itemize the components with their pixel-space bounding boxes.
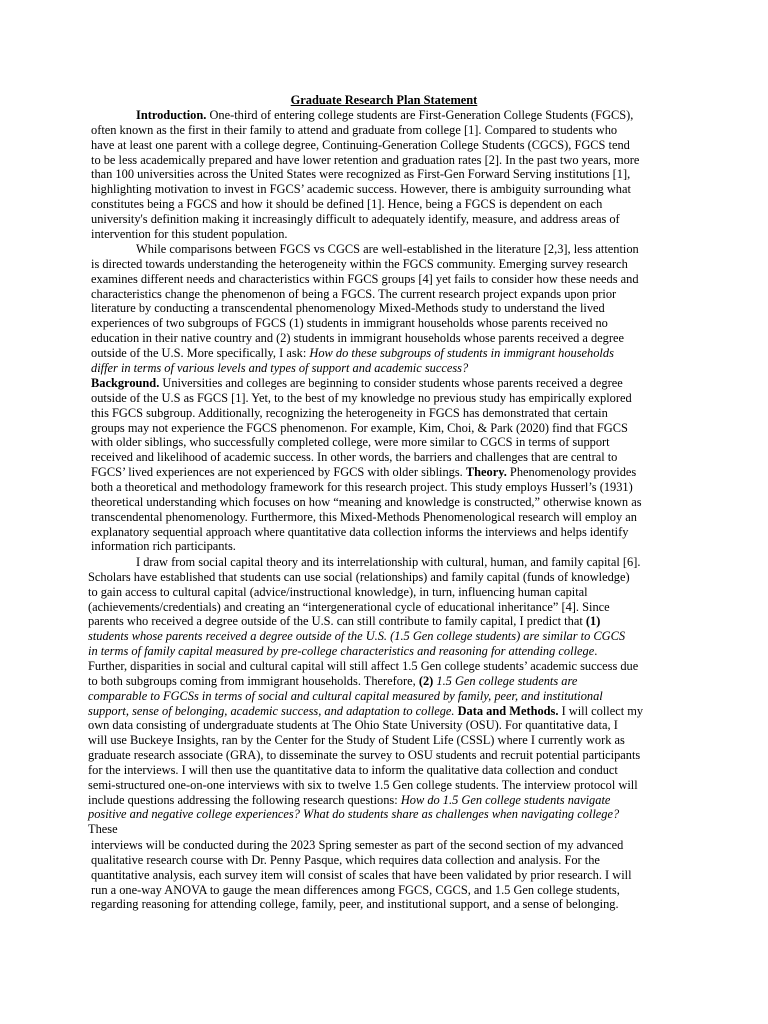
paragraph-background-line bbox=[91, 406, 608, 421]
body-text: quantitative analysis, each survey item will consist of scales that have been validated by prior research. I will bbox=[91, 867, 632, 882]
body-text: Scholars have established that students can use social (relationships) and family capital (funds of knowledge) bbox=[88, 569, 630, 584]
paragraph-social-theory-line bbox=[88, 570, 630, 585]
body-text: outside of the U.S as FGCS [1]. Yet, to the best of my knowledge no previous study has empirically explored bbox=[91, 390, 632, 405]
paragraph-background-line bbox=[91, 421, 628, 436]
paragraph-intro-line bbox=[91, 138, 630, 153]
italic-text: How do these subgroups of students in immigrant households bbox=[309, 345, 614, 360]
paragraph-intro-line bbox=[91, 167, 630, 182]
body-text: own data consisting of undergraduate students at The Ohio State University (OSU). For quantitative data, I bbox=[88, 718, 618, 733]
paragraph-intro-line bbox=[91, 227, 288, 242]
body-text: have at least one parent with a college degree, Continuing-Generation College Students (CGCS), FGCS tend bbox=[91, 137, 630, 152]
italic-text: differ in terms of various levels and types of support and academic success? bbox=[91, 360, 469, 375]
body-text: theoretical understanding which focuses on how “meaning and knowledge is constructed,” otherwise known as bbox=[91, 494, 642, 509]
paragraph-background-line bbox=[91, 495, 642, 510]
body-text: groups may not experience the FGCS phenomenon. For example, Kim, Choi, & Park (2020) find that FGCS bbox=[91, 420, 628, 435]
paragraph-interviews-line bbox=[91, 883, 620, 898]
paragraph-comparisons-line bbox=[91, 287, 616, 302]
paragraph-background-line bbox=[91, 539, 236, 554]
italic-text: comparable to FGCSs in terms of social and cultural capital measured by family, peer, and institutional bbox=[88, 688, 603, 703]
paragraph-background-line bbox=[91, 480, 633, 495]
paragraph-social-theory-line bbox=[88, 763, 618, 778]
paragraph-comparisons-line bbox=[136, 242, 639, 257]
bold-text: Background. bbox=[91, 376, 160, 390]
paragraph-social-theory-line bbox=[88, 822, 118, 837]
body-text: outside of the U.S. More specifically, I ask: bbox=[91, 345, 310, 360]
body-text: examines different needs and characteristics within FGCS groups [4] yet fails to consider how these needs and bbox=[91, 271, 639, 286]
paragraph-comparisons-line bbox=[91, 316, 608, 331]
paragraph-background-line bbox=[91, 510, 637, 525]
paragraph-interviews-line bbox=[91, 868, 632, 883]
body-text: than 100 universities across the United States were recognized as First-Gen Forward Serving institutions [1], bbox=[91, 167, 631, 182]
body-text: to gain access to cultural capital (advice/instructional knowledge), in turn, influencing human capital bbox=[88, 584, 588, 599]
body-text: . bbox=[594, 644, 598, 659]
body-text: semi-structured one-on-one interviews with six to twelve 1.5 Gen college students. The interview protocol will bbox=[88, 777, 638, 792]
paragraph-intro-line bbox=[91, 153, 639, 168]
paragraph-interviews-line bbox=[91, 838, 623, 853]
italic-text: students whose parents received a degree outside of the U.S. (1.5 Gen college students) are similar to CGCS bbox=[88, 629, 626, 644]
body-text: FGCS’ lived experiences are not experienced by FGCS with older siblings. bbox=[91, 465, 466, 480]
paragraph-social-theory-line bbox=[88, 644, 597, 659]
paragraph-background-line bbox=[91, 525, 628, 540]
body-text: I draw from social capital theory and its interrelationship with cultural, human, and family capital [6]. bbox=[136, 555, 641, 569]
body-text: Phenomenology provides bbox=[506, 465, 637, 480]
bold-text: Theory. bbox=[465, 465, 507, 480]
paragraph-social-theory-line bbox=[88, 689, 603, 704]
body-text: explanatory sequential approach where quantitative data collection informs the interviews and helps identify bbox=[91, 524, 629, 539]
paragraph-comparisons-line bbox=[91, 331, 624, 346]
paragraph-social-theory-line bbox=[88, 600, 610, 615]
body-text: graduate research associate (GRA), to disseminate the survey to OSU students and recruit potential participants bbox=[88, 748, 641, 763]
body-text: run a one-way ANOVA to gauge the mean differences among FGCS, CGCS, and 1.5 Gen college students, bbox=[91, 882, 620, 897]
body-text: this FGCS subgroup. Additionally, recognizing the heterogeneity in FGCS has demonstrated that certain bbox=[91, 405, 608, 420]
paragraph-social-theory-line bbox=[88, 585, 588, 600]
body-text: transcendental phenomenology. Furthermore, this Mixed-Methods Phenomenological research will employ an bbox=[91, 509, 637, 524]
bold-text: Introduction. bbox=[136, 108, 207, 122]
paragraph-comparisons-line bbox=[91, 361, 468, 376]
body-text: will use Buckeye Insights, ran by the Center for the Study of Student Life (CSSL) where I currently work as bbox=[88, 733, 625, 748]
paragraph-intro-line bbox=[91, 197, 602, 212]
body-text: university's definition making it increasingly difficult to adequately identify, measure, and address areas of bbox=[91, 211, 620, 226]
body-text: Universities and colleges are beginning to consider students whose parents received a degree bbox=[159, 376, 623, 390]
paragraph-comparisons-line bbox=[91, 257, 628, 272]
paragraph-comparisons-line bbox=[91, 346, 614, 361]
paragraph-background-line bbox=[91, 465, 636, 480]
body-text: (achievements/credentials) and creating an “intergenerational cycle of educational inheritance” [4]. Since bbox=[88, 599, 610, 614]
paragraph-background-line bbox=[91, 450, 617, 465]
paragraph-social-theory-line bbox=[88, 629, 625, 644]
body-text: to both subgroups coming from immigrant households. Therefore, bbox=[88, 673, 419, 688]
paragraph-social-theory-line bbox=[88, 807, 619, 822]
body-text: qualitative research course with Dr. Penny Pasque, which requires data collection and analysis. For the bbox=[91, 852, 600, 867]
document-title: Graduate Research Plan Statement bbox=[290, 93, 478, 107]
body-text: constitutes being a FGCS and how it should be defined [1]. Hence, being a FGCS is dependent on each bbox=[91, 197, 603, 212]
body-text: While comparisons between FGCS vs CGCS are well-established in the literature [2,3], less attention bbox=[136, 242, 639, 256]
paragraph-social-theory-line bbox=[88, 778, 638, 793]
paragraph-interviews-line bbox=[91, 897, 619, 912]
bold-text: (1) bbox=[585, 614, 601, 629]
body-text: parents who received a degree outside of the U.S. can still contribute to family capital, I predict that bbox=[88, 614, 586, 629]
body-text: interviews will be conducted during the 2023 Spring semester as part of the second section of my advanced bbox=[91, 838, 624, 852]
paragraph-background-line bbox=[91, 376, 623, 391]
body-text: These bbox=[88, 822, 118, 837]
body-text: I will collect my bbox=[558, 703, 644, 718]
italic-text: support, sense of belonging, academic success, and adaptation to college. bbox=[88, 703, 455, 718]
italic-text: positive and negative college experiences? What do students share as challenges when navigating college? bbox=[88, 807, 620, 822]
italic-text: How do 1.5 Gen college students navigate bbox=[400, 792, 611, 807]
body-text: literature by conducting a transcendental phenomenology Mixed-Methods study to understand the lived bbox=[91, 301, 605, 316]
paragraph-comparisons-line bbox=[91, 301, 605, 316]
paragraph-social-theory-line bbox=[88, 718, 618, 733]
body-text: intervention for this student population. bbox=[91, 226, 288, 241]
paragraph-intro-line bbox=[91, 212, 620, 227]
paragraph-social-theory-line bbox=[88, 614, 600, 629]
paragraph-social-theory-line bbox=[88, 659, 638, 674]
paragraph-social-theory-line bbox=[136, 555, 640, 570]
paragraph-social-theory-line bbox=[88, 704, 643, 719]
body-text: received and likelihood of academic success. In other words, the barriers and challenges that are central to bbox=[91, 450, 618, 465]
paragraph-background-line bbox=[91, 435, 610, 450]
paragraph-social-theory-line bbox=[88, 793, 610, 808]
body-text: experiences of two subgroups of FGCS (1) students in immigrant households whose parents received no bbox=[91, 316, 608, 331]
paragraph-social-theory-line bbox=[88, 674, 577, 689]
body-text: is directed towards understanding the heterogeneity within the FGCS community. Emerging survey research bbox=[91, 256, 628, 271]
body-text: often known as the first in their family to attend and graduate from college [1]. Compared to students who bbox=[91, 122, 618, 137]
body-text: highlighting motivation to invest in FGCS’ academic success. However, there is ambiguity surrounding what bbox=[91, 182, 631, 197]
body-text: with older siblings, who successfully completed college, were more similar to CGCS in terms of support bbox=[91, 435, 610, 450]
body-text: One-third of entering college students are First-Generation College Students (FGCS), bbox=[206, 108, 634, 122]
body-text: information rich participants. bbox=[91, 539, 236, 554]
body-text: both a theoretical and methodology framework for this research project. This study employs Husserl’s (1931) bbox=[91, 479, 633, 494]
italic-text: 1.5 Gen college students are bbox=[433, 673, 578, 688]
body-text: for the interviews. I will then use the quantitative data to inform the qualitative data collection and conduct bbox=[88, 762, 618, 777]
paragraph-intro-line bbox=[136, 108, 633, 123]
body-text: characteristics change the phenomenon of being a FGCS. The current research project expands upon prior bbox=[91, 286, 617, 301]
italic-text: in terms of family capital measured by pre-college characteristics and reasoning for attending college bbox=[88, 644, 595, 659]
body-text: regarding reasoning for attending college, family, peer, and institutional support, and a sense of belonging. bbox=[91, 897, 619, 912]
body-text: include questions addressing the following research questions: bbox=[88, 792, 401, 807]
bold-text: (2) bbox=[418, 673, 434, 688]
paragraph-social-theory-line bbox=[88, 733, 625, 748]
paragraph-background-line bbox=[91, 391, 632, 406]
paragraph-comparisons-line bbox=[91, 272, 639, 287]
bold-text: Data and Methods. bbox=[457, 703, 559, 718]
body-text: education in their native country and (2) students in immigrant households whose parents received a degree bbox=[91, 331, 624, 346]
body-text: Further, disparities in social and cultural capital will still affect 1.5 Gen college students’ academic success due bbox=[88, 658, 639, 673]
paragraph-intro-line bbox=[91, 123, 617, 138]
paragraph-social-theory-line bbox=[88, 748, 640, 763]
body-text: to be less academically prepared and have lower retention and graduation rates [2]. In the past two years, more bbox=[91, 152, 640, 167]
paragraph-intro-line bbox=[91, 182, 631, 197]
paragraph-interviews-line bbox=[91, 853, 600, 868]
